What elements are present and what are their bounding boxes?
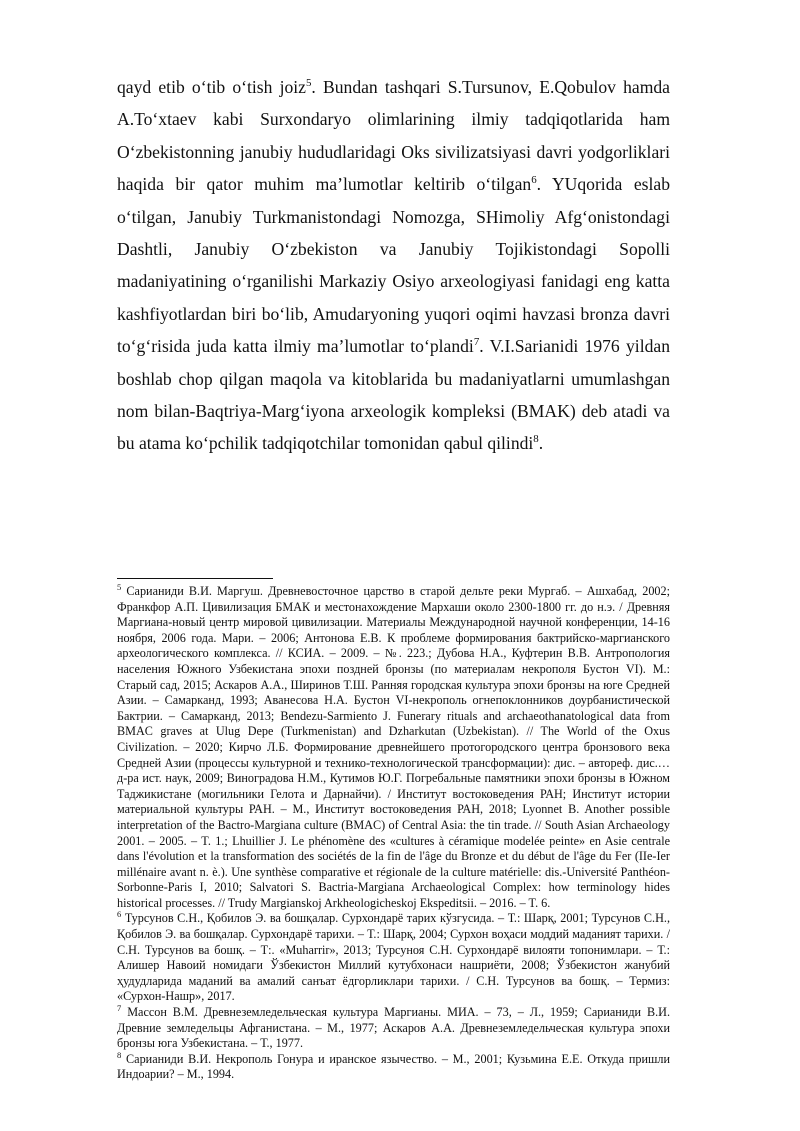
footnote-number: 6 (117, 909, 122, 920)
footnote-reference[interactable]: 5 (305, 77, 312, 90)
body-text-segment: . YUqorida eslab o‘tilgan, Janubiy Turkmanistondagi Nomozga, SHimoliy Afg‘onistondagi Dashtli, Janubiy O‘zbekiston va Janubiy Tojikistondagi Sopolli madaniyatining o‘rganilishi Markaziy Osiyo arxeologiyasi fanidagi eng katta kashfiyotlardan biri bo‘lib, Amudaryoning yuqori oqimi havzasi bronza davri to‘g‘risida juda katta ilmiy ma’lumotlar to‘plandi (117, 174, 670, 357)
footnote-separator (117, 578, 273, 579)
footnote-text: Сарианиди В.И. Некрополь Гонура и иранское язычество. – М., 2001; Кузьмина Е.Е. Откуда пришли Индоарии? – М., 1994. (117, 1051, 670, 1082)
footnote-item (117, 911, 670, 1005)
footnote-number: 8 (117, 1049, 122, 1060)
footnote-number: 7 (117, 1002, 122, 1013)
footnote-reference[interactable]: 6 (531, 174, 537, 187)
body-text-segment: . Bundan tashqari S.Tursunov, E.Qobulov hamda A.To‘xtaev kabi Surxondaryo olimlarining ilmiy tadqiqotlarida ham O‘zbekistonning janubiy hududlaridagi Oks sivilizatsiyasi davri yodgorliklari haqida bir qator muhim ma’lumotlar keltirib o‘tilgan (117, 77, 670, 195)
footnote-text: Массон В.М. Древнеземледельческая культура Маргианы. МИА. – 73, – Л., 1959; Сарианиди В.И. Древние земледельцы Афганистана. – М., 1977; Аскаров А.А. Древнеземледельческая культура эпохи бронзы юга Узбекистана. – Т., 1977. (117, 1005, 670, 1051)
footnote-reference[interactable]: 8 (533, 433, 539, 446)
footnote-number: 5 (117, 581, 122, 592)
main-text (117, 71, 670, 460)
body-paragraph (117, 71, 670, 460)
footnote-item (117, 1002, 670, 1052)
footnote-reference[interactable]: 7 (473, 336, 480, 349)
footnote-item (117, 1049, 670, 1083)
body-text-segment: qayd etib o‘tib o‘tish joiz (117, 77, 306, 97)
body-text-segment: . (538, 433, 544, 454)
footnotes (117, 581, 670, 1083)
body-text-segment: . V.I.Sarianidi 1976 yildan boshlab chop qilgan maqola va kitoblarida bu madaniyatlarni umumlashgan nom bilan-Baqtriya-Marg‘iyona arxeologik kompleksi (BMAK) deb atadi va bu atama ko‘pchilik tadqiqotchilar tomonidan qabul qilindi (117, 336, 670, 454)
footnote-text: Сарианиди В.И. Маргуш. Древневосточное царство в старой дельте реки Мургаб. – Ашхабад, 2002; Франкфор А.П. Цивилизация БМАК и местонахождение Мархаши около 2300-1800 гг. до н.э. / Древняя Маргиана-новый центр мировой цивилизации. Материалы Международной научной конференции, 14-16 ноября, 2006 года. Мари. – 2006; Антонова Е.В. К проблеме формирования бактрийско-маргианского археологического комплекса. // КСИА. – 2009. – №. 223.; Дубова Н.А., Куфтерин В.В. Антропология населения Южного Узбекистана эпохи поздней бронзы (по материалам некрополя Бустон VI). М.: Старый сад, 2015; Аскаров А.А., Ширинов Т.Ш. Ранняя городская культура эпохи бронзы на юге Средней Азии. – Самарканд, 1993; Аванесова Н.А. Бустон VI-некрополь огнепоклонников доурбанистической Бактрии. – Самарканд, 2013; Bendezu-Sarmiento J. Funerary rituals and archaeothanatological data from BMAC graves at Ulug Depe (Turkmenistan) and Dzharkutan (Uzbekistan). // The World of the Oxus Civilization. – 2020; Кирчо Л.Б. Формирование древнейшего протогородского центра бронзового века Средней Азии (процессы культурной и технико-технологической трансформации): дис. – автореф. дис.… д-ра ист. наук, 2009; Виноградова Н.М., Кутимов Ю.Г. Погребальные памятники эпохи бронзы в Южном Таджикистане (могильники Гелота и Дарнайчи). / Институт востоковедения РАН; Институт истории материальной культуры РАН. – М., Институт востоковедения РАН, 2018; Lyonnet B. Another possible interpretation of the Bactro-Margiana culture (BMAC) of Central Asia: the tin trade. // South Asian Archaeology 2001. – 2005. – T. 1.; Lhuillier J. Le phénomène des «cultures à céramique modelée peinte» en Asie centrale dans l'évolution et la transformation des sociétés de la fin de l'âge du Bronze et du début de l'âge du Fer (IIe-Ier millénaire avant n. è.). Une synthèse comparative et régionale de la culture matérielle: dis.-Université Panthéon-Sorbonne-Paris I, 2010; Salvatori S. Bactria-Margiana Archaeological Complex: how terminology hides historical processes. // Trudy Margianskoj Arkheologicheskoj Ekspeditsii. – 2016. – T. 6. (117, 584, 670, 910)
footnote-item (117, 581, 670, 911)
footnote-text: Турсунов С.Н., Қобилов Э. ва бошқалар. Сурхондарё тарих кўзгусида. – Т.: Шарқ, 2001; Турсунов С.Н., Қобилов Э. ва бошқалар. Сурхондарё тарихи. – Т.: Шарқ, 2004; Сурхон воҳаси моддий маданият тарихи. / С.Н. Турсунов ва бошқ. – Т:. «Muharrir», 2013; Турсуноя С.Н. Сурхондарё вилояти топонимлари. – Т.: Алишер Навоий номидаги Ўзбекистон Миллий кутубхонаси нашриёти, 2008; Ўзбекистон жанубий ҳудудларида маданий ва амалий санъат ёдгорликлари тарихи. / С.Н. Турсунов ва бошқ. – Термиз: «Сурхон-Нашр», 2017. (117, 911, 670, 1004)
